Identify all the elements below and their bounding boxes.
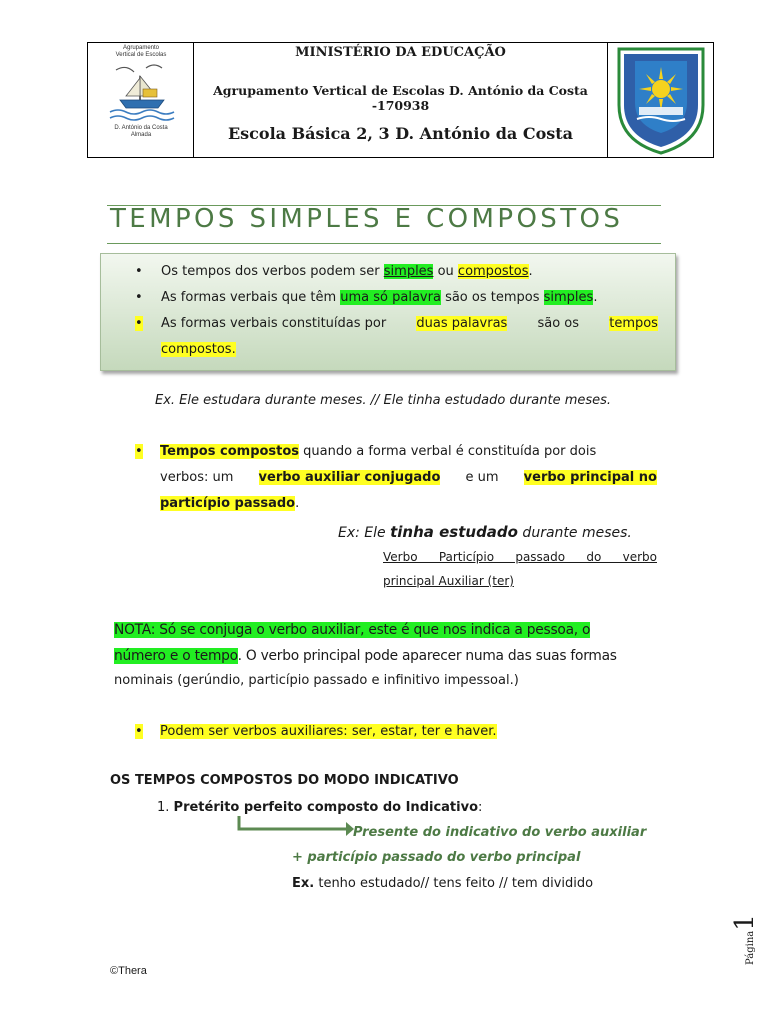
formula-line-1: Presente do indicativo do verbo auxiliar: [353, 825, 647, 840]
highlight-compostos: compostos: [457, 264, 529, 279]
compostos-line-3: [160, 496, 299, 511]
item-1-colon: :: [478, 800, 483, 815]
formula-line-2: + particípio passado do verbo principal: [292, 850, 581, 865]
page-title: TEMPOS SIMPLES E COMPOSTOS: [110, 204, 624, 234]
box-line-2: [161, 290, 597, 305]
boat-logo-icon: [106, 62, 176, 124]
header-table: [87, 42, 714, 158]
compostos-label: Tempos compostos: [160, 444, 300, 459]
item-1-example: [292, 876, 593, 891]
highlight-duas-palavras: duas palavras: [416, 316, 508, 331]
compostos-line-2: [160, 470, 657, 485]
box-text: .: [593, 290, 598, 305]
item-1-number: 1.: [157, 800, 170, 815]
compostos-text: .: [295, 496, 300, 511]
page-num: 1: [730, 914, 760, 931]
item-1-label: Pretérito perfeito composto do Indicativo: [173, 800, 479, 815]
box-line-3: [161, 316, 658, 331]
header-left-cell: [88, 43, 194, 157]
highlight-simples: simples: [383, 264, 434, 279]
highlight-compostos-2: compostos.: [161, 342, 236, 357]
compostos-line-1: [160, 444, 657, 459]
box-text: são os tempos: [440, 290, 544, 305]
grouping-logo: [96, 45, 186, 155]
highlight-verbo-auxiliar: verbo auxiliar conjugado: [258, 470, 441, 485]
example-2-text: Ex: Ele: [338, 525, 391, 541]
bullet-icon: •: [135, 264, 143, 279]
example-2-verb: tinha estudado: [390, 523, 518, 541]
ministry-name: MINISTÉRIO DA EDUCAÇÃO: [295, 45, 506, 60]
school-name: Escola Básica 2, 3 D. António da Costa: [227, 124, 574, 143]
page-word: Página: [745, 930, 756, 965]
box-text: Os tempos dos verbos podem ser: [161, 264, 384, 279]
logo-left-line-1: Agrupamento: [122, 45, 160, 51]
school-crest-icon: [613, 45, 709, 155]
header-right-cell: [607, 43, 713, 157]
verb-labels-line-1: Verbo Particípio passado do verbo: [383, 550, 657, 564]
box-text: ou: [433, 264, 458, 279]
compostos-text: e um: [461, 470, 503, 485]
box-line-1: [161, 264, 533, 279]
page-number: [730, 905, 764, 965]
nota-line-2: [114, 648, 617, 664]
auxiliares-line: Podem ser verbos auxiliares: ser, estar, ter e haver.: [160, 724, 497, 739]
box-text: As formas verbais constituídas por: [161, 316, 387, 331]
highlight-uma-so-palavra: uma só palavra: [340, 290, 441, 305]
bullet-icon: •: [135, 444, 143, 459]
header-center-cell: [193, 43, 608, 157]
verb-labels-line-2: principal Auxiliar (ter): [383, 574, 514, 588]
example-1: Ex. Ele estudara durante meses. // Ele tinha estudado durante meses.: [155, 393, 612, 408]
item-1-example-label: Ex.: [292, 876, 315, 891]
box-text: .: [528, 264, 533, 279]
section-heading: OS TEMPOS COMPOSTOS DO MODO INDICATIVO: [110, 773, 459, 788]
arrow-icon: [236, 816, 356, 838]
summary-box: [100, 253, 676, 371]
highlight-simples-2: simples: [543, 290, 594, 305]
compostos-text: verbos: um: [160, 470, 238, 485]
box-text: são os: [537, 316, 580, 331]
highlight-tempos: tempos: [609, 316, 658, 331]
nota-highlight: número e o tempo: [114, 648, 238, 664]
example-2: [338, 523, 632, 541]
nota-line-1: NOTA: Só se conjuga o verbo auxiliar, este é que nos indica a pessoa, o: [114, 622, 591, 638]
box-line-4: [161, 342, 236, 357]
item-1-example-text: tenho estudado// tens feito // tem dividido: [314, 876, 594, 891]
nota-line-3: nominais (gerúndio, particípio passado e infinitivo impessoal.): [114, 673, 519, 688]
nota-text: . O verbo principal pode aparecer numa das suas formas: [237, 648, 617, 664]
bullet-icon: •: [135, 724, 143, 739]
item-1-heading: [157, 800, 482, 815]
title-rule-bottom: [107, 243, 661, 244]
bullet-icon: •: [135, 316, 143, 331]
highlight-verbo-principal: verbo principal no: [523, 470, 657, 485]
grouping-name: Agrupamento Vertical de Escolas D. António da Costa -170938: [213, 83, 588, 113]
compostos-text: quando a forma verbal é constituída por dois: [299, 444, 597, 459]
bullet-icon: •: [135, 290, 143, 305]
copyright: ©Thera: [110, 965, 147, 977]
highlight-participio: particípio passado: [160, 496, 296, 511]
box-text: As formas verbais que têm: [161, 290, 341, 305]
logo-left-bottom-1: D. António da Costa: [114, 125, 168, 131]
example-2-text: durante meses.: [517, 525, 632, 541]
logo-left-bottom-2: Almada: [130, 132, 152, 138]
logo-left-line-2: Vertical de Escolas: [115, 52, 167, 58]
